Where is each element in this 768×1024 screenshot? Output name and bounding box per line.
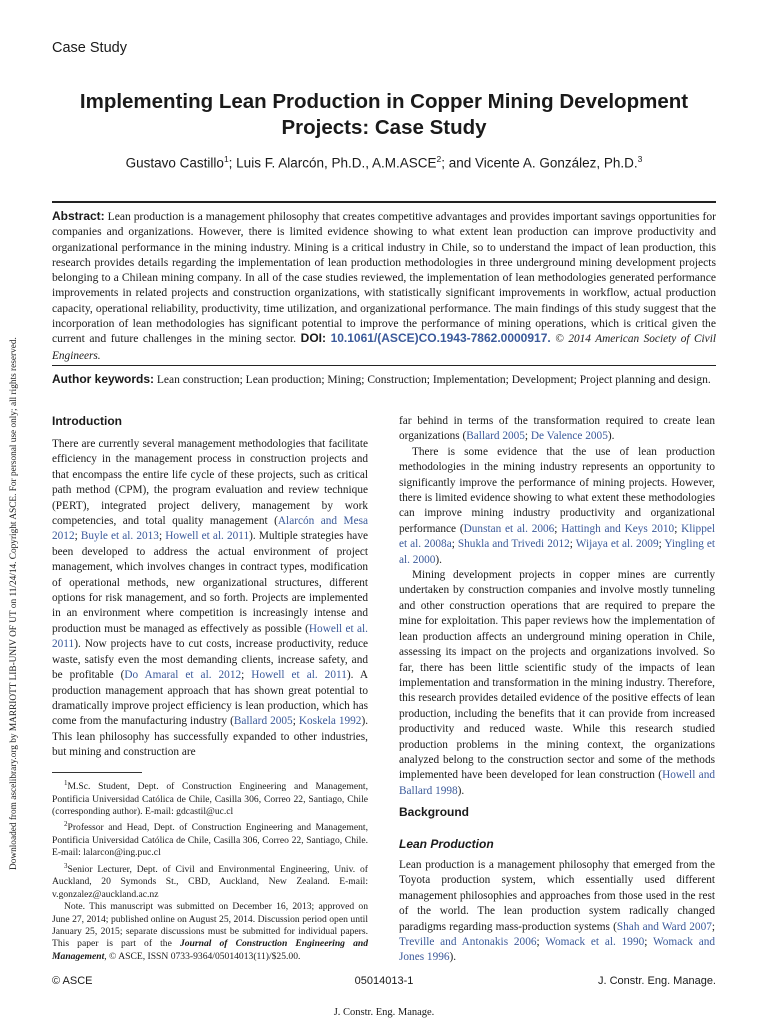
text-run: ; <box>241 669 252 682</box>
text-run: ; <box>711 920 716 933</box>
text-run: far behind in terms of the transformation required to create lean organizations ( <box>399 415 715 443</box>
article-title: Implementing Lean Production in Copper Mining Development Projects: Case Study <box>79 90 689 139</box>
citation-link[interactable]: Treville and Antonakis 2006 <box>399 936 537 949</box>
citation-link[interactable]: Koskela 1992 <box>298 715 362 728</box>
text-run: ; <box>674 522 682 535</box>
keywords-label: Author keywords: <box>52 372 155 386</box>
text-run: ). <box>435 553 442 566</box>
page-number: 05014013-1 <box>354 975 414 987</box>
affiliation-mark: 3 <box>637 154 643 164</box>
author-name: Gustavo Castillo <box>125 155 224 171</box>
paragraph <box>399 568 715 799</box>
doi-link[interactable]: 10.1061/(ASCE)CO.1943-7862.0000917. <box>330 331 551 346</box>
left-column <box>52 437 368 761</box>
text-run: ; <box>554 522 562 535</box>
text-run: ). A production management approach that has shown great potential to dramatically improve project efficiency is lean production, which has come from the manufacturing industry ( <box>52 669 368 728</box>
author-name: ; Luis F. Alarcón, Ph.D., A.M.ASCE <box>228 155 437 171</box>
text-run: ; <box>158 530 166 543</box>
footnote <box>52 777 368 818</box>
footnote-mark: 3 <box>64 861 68 870</box>
text-run: ; <box>569 538 576 551</box>
text-run: There is some evidence that the use of lean production methodologies in the mining industry represents an opportunity to significantly improve the performance of mining projects. However, there is limited evidence showing to what extent these methodologies can improve mining industry productivity and organizational performance ( <box>399 445 715 535</box>
text-run: ). <box>607 430 615 443</box>
affiliation-mark: 2 <box>436 154 442 164</box>
subsection-heading-lean-production: Lean Production <box>399 837 494 851</box>
note-text: Note. This manuscript was submitted on December 16, 2013; approved on June 27, 2014; published online on August 25, 2014. Discussion period open until January 25, 2015; separate discussions must be submitted for individual papers. This paper is part of the <box>52 901 368 950</box>
citation-link[interactable]: Alarcón and Mesa 2012 <box>52 515 368 543</box>
section-label: Case Study <box>52 40 127 56</box>
affiliation-mark: 1 <box>223 154 229 164</box>
submission-note <box>52 901 368 963</box>
citation-link[interactable]: Womack et al. 1990 <box>545 936 645 949</box>
right-column-background <box>399 858 715 966</box>
footnote-mark: 1 <box>64 779 68 787</box>
abstract <box>52 209 716 364</box>
citation-link[interactable]: Klippel et al. 2008a <box>399 522 715 551</box>
text-run: Mining development projects in copper mines are currently undertaken by construction companies and involve mostly tunneling and other construction operations that are required to prepare the mine for exploitation. This paper reviews how the implementation of lean production affects an underground mining operation in Chile, assessing its impact on the projects and organizations involved. So far, there has been little scientific study of the impacts of lean implementation and transformation in the mining industry. Therefore, this research provides detailed evidence of the positive effects of lean production, including the benefits that it can provide from increased productivity and reduced waste. While this research studied production problems in the mining context, the organizations analyzed belong to the construction sector and some of the methods implemented have been developed for lean construction ( <box>399 569 715 782</box>
copyright-notice: © 2014 American Society of Civil Engineers. <box>52 333 716 362</box>
divider <box>52 365 716 366</box>
citation-link[interactable]: Howell et al. 2011 <box>52 622 368 651</box>
footnote <box>52 818 368 859</box>
text-run: ; <box>74 530 81 543</box>
paragraph <box>399 445 715 568</box>
paragraph <box>399 414 715 445</box>
author-keywords <box>52 372 716 386</box>
abstract-label: Abstract: <box>52 209 105 223</box>
citation-link[interactable]: Buyle et al. 2013 <box>80 530 159 543</box>
text-run: ; <box>451 538 458 551</box>
text-run: ). Multiple strategies have been developed to address the actual environment of project management, which involves changes in contract types, modification of operational methods, new organizational structures, different options for risk management, and so forth. Projects are implemented in an environment where competition is increasingly intense and production must be managed as effectively as possible ( <box>52 530 368 635</box>
text-run: There are currently several management methodologies that facilitate efficiency in the management process in construction projects and that encompass the entire life cycle of these projects, such as critical path method (CPM), the program evaluation and review technique (PERT), integrated project delivery, management by work competencies, and total quality management ( <box>52 438 368 528</box>
citation-link[interactable]: Womack and Jones 1996 <box>399 936 715 964</box>
citation-link[interactable]: De Valence 2005 <box>530 430 608 443</box>
citation-link[interactable]: Ballard 2005 <box>466 430 525 443</box>
citation-link[interactable]: Shukla and Trivedi 2012 <box>457 538 570 551</box>
keywords-text: Lean construction; Lean production; Mining; Construction; Implementation; Development; Project planning and design. <box>156 374 711 386</box>
citation-link[interactable]: Howell et al. 2011 <box>165 530 250 543</box>
text-run: ; <box>292 715 299 728</box>
citation-link[interactable]: Hattingh and Keys 2010 <box>561 522 675 535</box>
abstract-body: Lean production is a management philosophy that creates competitive advantages and provides important savings opportunities for companies and organizations. However, there is limited evidence showing to what extent lean production can improve productivity and organizational performance in the mining industry. Mining is a critical industry in Chile, so to understand the impact of lean production, this research provides details regarding the implementation of lean production methodologies in three underground mining development projects belonging to a Chilean mining company. In all of the case studies reviewed, the implementation of lean methodologies generated performance improvements in related projects and construction organizations, with statistically significant improvements in workflow, actual production capacity, operational reliability, productivity, time utilization, and organizational performance. The main findings of this study suggest that the incorporation of lean methodologies has significant potential to improve the performance of mining operations, which is critical given the current and future challenges in the mining sector. <box>52 210 716 346</box>
paragraph <box>399 858 715 966</box>
download-notice: Downloaded from ascelibrary.org by MARRIOTT LIB-UNIV OF UT on 11/24/14. Copyright ASCE. For personal use only; all rights reserved. <box>9 337 19 870</box>
text-run: ; <box>644 936 654 949</box>
footnote-text: Professor and Head, Dept. of Construction Engineering and Management, Pontificia Universidad Católica de Chile, Casilla 306, Correo 22, Santiago, Chile. E-mail: lalarcon@ing.puc.cl <box>52 822 368 859</box>
author-list <box>52 154 716 171</box>
note-text: , © ASCE, ISSN 0733-9364/05014013(11)/$25.00. <box>104 950 301 962</box>
text-run: Lean production is a management philosophy that emerged from the Toyota production system, which essentially used different management philosophies and approaches from those used in the rest of the world. The lean production system radically changed paradigms regarding mass-production systems ( <box>399 859 715 933</box>
citation-link[interactable]: Ballard 2005 <box>233 715 293 728</box>
text-run: ). <box>457 784 465 797</box>
text-run: ; <box>536 936 546 949</box>
citation-link[interactable]: Howell et al. 2011 <box>251 669 347 682</box>
footer-journal: J. Constr. Eng. Manage. <box>597 975 716 987</box>
footnote <box>52 860 368 901</box>
footnote-mark: 2 <box>64 820 68 829</box>
author-name: ; and Vicente A. González, Ph.D. <box>441 155 638 171</box>
citation-link[interactable]: Shah and Ward 2007 <box>616 920 712 933</box>
paragraph <box>52 437 368 761</box>
bottom-journal-line: J. Constr. Eng. Manage. <box>333 1007 435 1018</box>
section-heading-background: Background <box>399 805 470 819</box>
footnote-text: M.Sc. Student, Dept. of Construction Engineering and Management, Pontificia Universidad Católica de Chile, Casilla 306, Correo 22, Santiago, Chile (corresponding author). E-mail: gdcastil@uc.cl <box>52 781 368 817</box>
divider <box>52 201 716 203</box>
footnotes <box>52 777 368 963</box>
text-run: ). <box>449 951 457 964</box>
citation-link[interactable]: Dunstan et al. 2006 <box>463 522 555 535</box>
footnote-divider <box>52 772 142 773</box>
right-column <box>399 414 715 799</box>
citation-link[interactable]: Wijaya et al. 2009 <box>575 538 659 551</box>
text-run: ; <box>658 538 665 551</box>
section-heading-introduction: Introduction <box>52 414 122 428</box>
citation-link[interactable]: Howell and Ballard 1998 <box>399 769 715 797</box>
doi-label: DOI: <box>300 331 326 346</box>
citation-link[interactable]: Do Amaral et al. 2012 <box>124 669 242 682</box>
footnote-text: Senior Lecturer, Dept. of Civil and Environmental Engineering, Univ. of Auckland, 20 Symonds St., CBD, Auckland, New Zealand. E-mail: v.gonzalez@auckland.ac.nz <box>52 864 368 900</box>
journal-name: Journal of Construction Engineering and Management <box>52 938 369 962</box>
text-run: ; <box>524 430 531 443</box>
text-run: ). This lean philosophy has successfully expanded to other industries, but mining and construction are <box>52 715 369 759</box>
text-run: ). Now projects have to cut costs, increase productivity, reduce waste, satisfy even the most demanding clients, increase safety, and be profitable ( <box>52 638 368 682</box>
citation-link[interactable]: Yingling et al. 2000 <box>399 538 716 566</box>
footer-copyright: © ASCE <box>52 975 93 987</box>
